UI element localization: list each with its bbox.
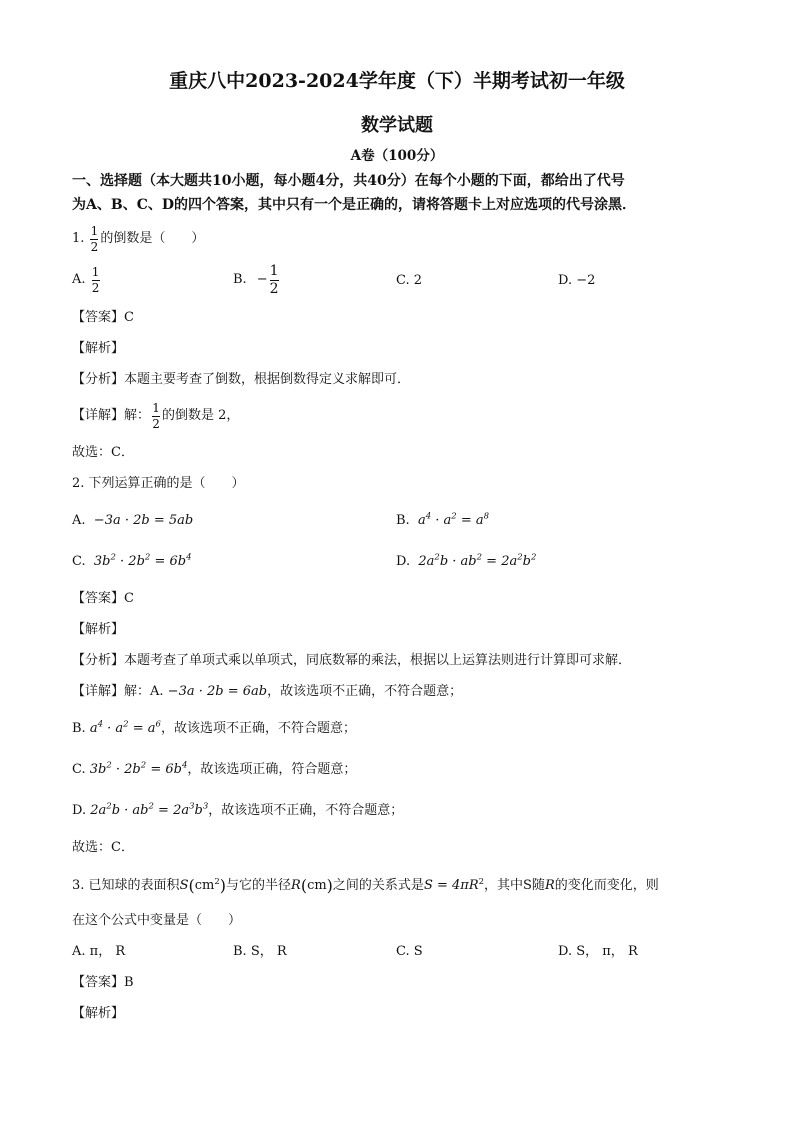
- section-instructions-line-1: 一、选择题（本大题共10小题，每小题4分，共40分）在每个小题的下面，都给出了代号: [72, 173, 625, 189]
- q2-answer: 【答案】C: [72, 591, 134, 606]
- fraction-one-half: $\frac{1}{2}$: [90, 224, 99, 254]
- question-3-stem-line-2: 在这个公式中变量是（ ）: [72, 913, 242, 928]
- q2-detail-a: 【详解】解：A. −3a · 2b = 6ab，故该选项不正确，不符合题意；: [72, 684, 463, 699]
- q2-detail-c: C. $3b^2 \cdot 2b^2 = 6b^4$，故该选项正确，符合题意；: [72, 760, 357, 777]
- exam-title: 重庆八中2023-2024学年度（下）半期考试初一年级: [169, 70, 625, 92]
- q1-choose: 故选：C．: [72, 445, 134, 460]
- q1-option-c: C. 2: [396, 273, 423, 288]
- q1-answer: 【答案】C: [72, 310, 134, 325]
- q1-detail: 【详解】 解： $\frac{1}{2}$ 的倒数是 2，: [72, 401, 240, 431]
- question-number: 1.: [72, 231, 85, 247]
- question-2-stem: 2. 下列运算正确的是（ ）: [72, 476, 245, 491]
- q2-analysis-tag: 【解析】: [72, 622, 125, 637]
- volume-label: A卷（100分）: [350, 148, 444, 164]
- q3-option-c: C. S: [396, 944, 423, 959]
- question-1-stem: [72, 225, 204, 253]
- q2-analysis: 【分析】本题考查了单项式乘以单项式，同底数幂的乘法，根据以上运算法则进行计算即可求解．: [72, 653, 632, 668]
- q3-option-a: A. π， R: [72, 944, 126, 959]
- q2-detail-d: D. $2a^2b \cdot ab^2 = 2a^3b^3$，故该选项不正确，不符合题意；: [72, 801, 404, 818]
- q2-option-a: A. −3a · 2b = 5ab: [72, 513, 194, 528]
- q2-choose: 故选：C．: [72, 840, 134, 855]
- q1-option-d: D. −2: [558, 273, 596, 288]
- question-text: 的倒数是（ ）: [100, 231, 205, 247]
- section-instructions-line-2: 为A、B、C、D的四个答案，其中只有一个是正确的，请将答题卡上对应选项的代号涂黑．: [72, 197, 636, 213]
- q2-option-b: B. $a^4 \cdot a^2 = a^8$: [396, 511, 490, 528]
- q3-option-d: D. S， π， R: [558, 944, 638, 959]
- exam-subtitle: 数学试题: [361, 115, 433, 136]
- q1-analysis-tag: 【解析】: [72, 341, 125, 356]
- q3-answer: 【答案】B: [72, 975, 134, 990]
- q3-analysis-tag: 【解析】: [72, 1006, 125, 1021]
- question-3-stem-line-1: 3. 已知球的表面积$S(cm^2)$与它的半径R(cm)之间的关系式是$S = 4\pi R^2$，其中S随R的变化而变化，则: [72, 876, 659, 895]
- fraction-one-half: $\frac{1}{2}$: [152, 401, 160, 431]
- q1-analysis: 【分析】本题主要考查了倒数，根据倒数得定义求解即可．: [72, 372, 411, 387]
- q3-option-b: B. S， R: [233, 944, 287, 959]
- q1-option-b: B. − $\frac{1}{2}$: [233, 263, 279, 297]
- q1-option-a: A. $\frac{1}{2}$: [72, 265, 100, 295]
- q2-option-c: C. $3b^2 \cdot 2b^2 = 6b^4$: [72, 552, 192, 569]
- q2-detail-b: B. $a^4 \cdot a^2 = a^6$，故该选项不正确，不符合题意；: [72, 719, 356, 736]
- fraction-one-half: $\frac{1}{2}$: [269, 263, 279, 297]
- fraction-one-half: $\frac{1}{2}$: [91, 265, 100, 295]
- q2-option-d: D. $2a^2b \cdot ab^2 = 2a^2b^2$: [396, 552, 537, 569]
